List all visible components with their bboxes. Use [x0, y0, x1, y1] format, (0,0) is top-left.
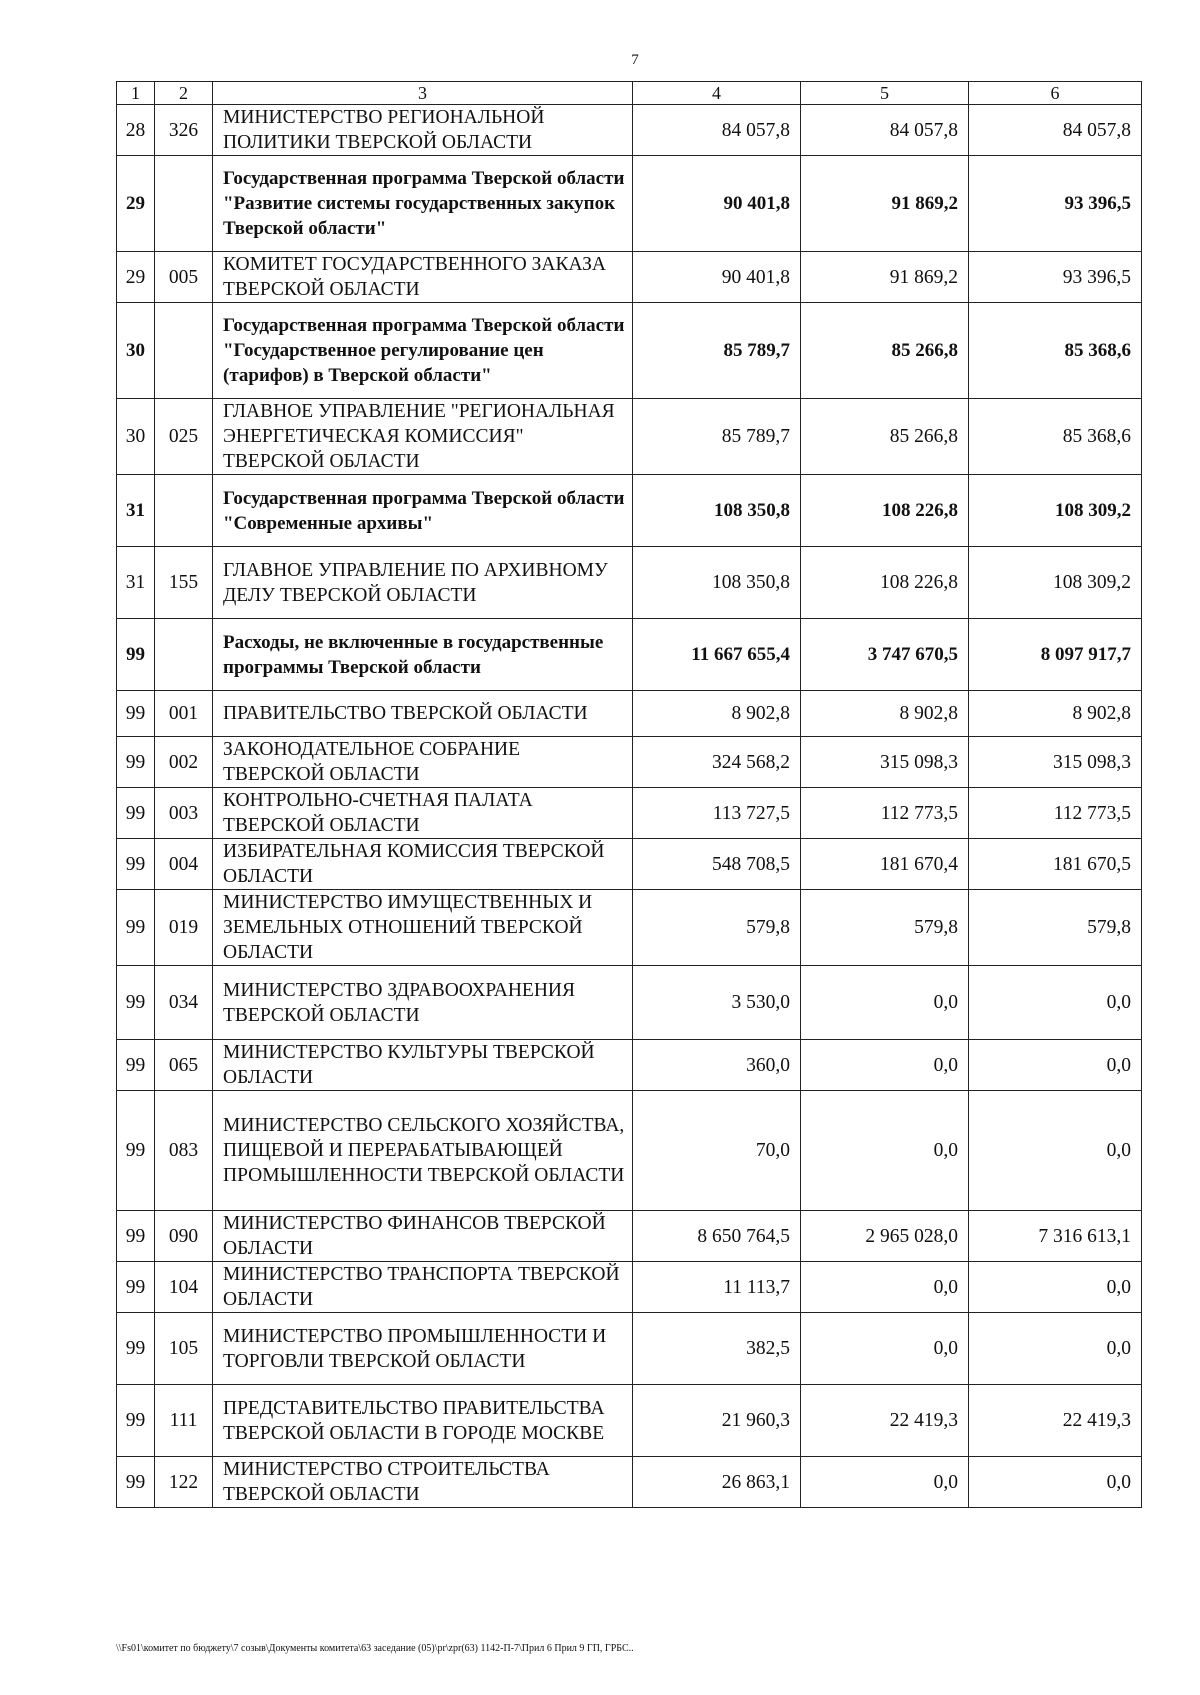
value-col-4: 548 708,5: [633, 839, 801, 890]
value-col-6: 0,0: [969, 1313, 1142, 1385]
table-row: [117, 890, 1142, 966]
value-col-4: 11 113,7: [633, 1262, 801, 1313]
row-number: 29: [117, 252, 155, 303]
row-name: МИНИСТЕРСТВО ФИНАНСОВ ТВЕРСКОЙ ОБЛАСТИ: [213, 1211, 633, 1262]
department-code: 034: [155, 966, 213, 1040]
department-code: 122: [155, 1457, 213, 1508]
column-header: 2: [155, 82, 213, 105]
row-number: 99: [117, 1457, 155, 1508]
value-col-6: 0,0: [969, 1457, 1142, 1508]
row-number: 99: [117, 691, 155, 737]
value-col-5: 2 965 028,0: [801, 1211, 969, 1262]
table-header-row: [117, 82, 1142, 105]
value-col-5: 108 226,8: [801, 547, 969, 619]
table-row: [117, 737, 1142, 788]
row-name: КОНТРОЛЬНО-СЧЕТНАЯ ПАЛАТА ТВЕРСКОЙ ОБЛАСТИ: [213, 788, 633, 839]
value-col-5: 84 057,8: [801, 105, 969, 156]
row-number: 31: [117, 547, 155, 619]
table-row: [117, 788, 1142, 839]
value-col-6: 85 368,6: [969, 399, 1142, 475]
department-code: 105: [155, 1313, 213, 1385]
department-code: 001: [155, 691, 213, 737]
value-col-5: 0,0: [801, 1040, 969, 1091]
row-name: МИНИСТЕРСТВО ИМУЩЕСТВЕННЫХ И ЗЕМЕЛЬНЫХ ОТНОШЕНИЙ ТВЕРСКОЙ ОБЛАСТИ: [213, 890, 633, 966]
table-row: [117, 399, 1142, 475]
value-col-6: 112 773,5: [969, 788, 1142, 839]
value-col-4: 8 902,8: [633, 691, 801, 737]
row-name: МИНИСТЕРСТВО ПРОМЫШЛЕННОСТИ И ТОРГОВЛИ ТВЕРСКОЙ ОБЛАСТИ: [213, 1313, 633, 1385]
department-code: 090: [155, 1211, 213, 1262]
value-col-6: 93 396,5: [969, 252, 1142, 303]
table-row: [117, 1313, 1142, 1385]
value-col-4: 85 789,7: [633, 303, 801, 399]
table-row: [117, 105, 1142, 156]
table-row: [117, 619, 1142, 691]
column-header: 1: [117, 82, 155, 105]
column-header: 5: [801, 82, 969, 105]
row-name: МИНИСТЕРСТВО РЕГИОНАЛЬНОЙ ПОЛИТИКИ ТВЕРСКОЙ ОБЛАСТИ: [213, 105, 633, 156]
row-number: 99: [117, 839, 155, 890]
department-code: 155: [155, 547, 213, 619]
row-number: 30: [117, 303, 155, 399]
value-col-4: 360,0: [633, 1040, 801, 1091]
department-code: 005: [155, 252, 213, 303]
column-header: 3: [213, 82, 633, 105]
value-col-6: 8 902,8: [969, 691, 1142, 737]
row-name: Государственная программа Тверской области "Государственное регулирование цен (тарифов) в Тверской области": [213, 303, 633, 399]
row-number: 31: [117, 475, 155, 547]
value-col-5: 85 266,8: [801, 399, 969, 475]
value-col-6: 7 316 613,1: [969, 1211, 1142, 1262]
department-code: 083: [155, 1091, 213, 1211]
value-col-4: 90 401,8: [633, 156, 801, 252]
row-number: 99: [117, 737, 155, 788]
table-row: [117, 1211, 1142, 1262]
row-number: 99: [117, 1040, 155, 1091]
value-col-6: 108 309,2: [969, 547, 1142, 619]
row-number: 99: [117, 1313, 155, 1385]
row-number: 99: [117, 619, 155, 691]
value-col-4: 85 789,7: [633, 399, 801, 475]
value-col-4: 26 863,1: [633, 1457, 801, 1508]
value-col-6: 8 097 917,7: [969, 619, 1142, 691]
row-name: МИНИСТЕРСТВО ТРАНСПОРТА ТВЕРСКОЙ ОБЛАСТИ: [213, 1262, 633, 1313]
value-col-5: 0,0: [801, 966, 969, 1040]
value-col-5: 91 869,2: [801, 252, 969, 303]
value-col-5: 181 670,4: [801, 839, 969, 890]
value-col-6: 22 419,3: [969, 1385, 1142, 1457]
value-col-6: 0,0: [969, 1262, 1142, 1313]
department-code: [155, 619, 213, 691]
row-number: 30: [117, 399, 155, 475]
row-name: МИНИСТЕРСТВО КУЛЬТУРЫ ТВЕРСКОЙ ОБЛАСТИ: [213, 1040, 633, 1091]
column-header: 4: [633, 82, 801, 105]
department-code: 104: [155, 1262, 213, 1313]
row-name: МИНИСТЕРСТВО СТРОИТЕЛЬСТВА ТВЕРСКОЙ ОБЛАСТИ: [213, 1457, 633, 1508]
table-row: [117, 1091, 1142, 1211]
department-code: 019: [155, 890, 213, 966]
table-body: [117, 82, 1142, 1508]
table-row: [117, 966, 1142, 1040]
row-name: ГЛАВНОЕ УПРАВЛЕНИЕ ПО АРХИВНОМУ ДЕЛУ ТВЕРСКОЙ ОБЛАСТИ: [213, 547, 633, 619]
footer-file-path: \\Fs01\комитет по бюджету\7 созыв\Документы комитета\63 заседание (05)\pr\zpr(63) 1142-П-7\Прил 6 Прил 9 ГП, ГРБС..: [116, 1643, 634, 1654]
row-number: 99: [117, 1091, 155, 1211]
row-number: 99: [117, 1211, 155, 1262]
table-row: [117, 547, 1142, 619]
table-row: [117, 1385, 1142, 1457]
value-col-6: 181 670,5: [969, 839, 1142, 890]
value-col-6: 315 098,3: [969, 737, 1142, 788]
table-row: [117, 156, 1142, 252]
department-code: 003: [155, 788, 213, 839]
department-code: 326: [155, 105, 213, 156]
value-col-5: 112 773,5: [801, 788, 969, 839]
value-col-4: 3 530,0: [633, 966, 801, 1040]
value-col-4: 382,5: [633, 1313, 801, 1385]
value-col-5: 315 098,3: [801, 737, 969, 788]
value-col-6: 85 368,6: [969, 303, 1142, 399]
row-number: 99: [117, 890, 155, 966]
row-name: Расходы, не включенные в государственные программы Тверской области: [213, 619, 633, 691]
row-name: Государственная программа Тверской области "Современные архивы": [213, 475, 633, 547]
value-col-4: 21 960,3: [633, 1385, 801, 1457]
value-col-4: 84 057,8: [633, 105, 801, 156]
department-code: 002: [155, 737, 213, 788]
value-col-5: 579,8: [801, 890, 969, 966]
row-number: 28: [117, 105, 155, 156]
table-row: [117, 252, 1142, 303]
row-number: 99: [117, 1385, 155, 1457]
value-col-4: 70,0: [633, 1091, 801, 1211]
value-col-5: 22 419,3: [801, 1385, 969, 1457]
table-row: [117, 691, 1142, 737]
value-col-5: 3 747 670,5: [801, 619, 969, 691]
value-col-6: 0,0: [969, 1091, 1142, 1211]
row-name: ПРЕДСТАВИТЕЛЬСТВО ПРАВИТЕЛЬСТВА ТВЕРСКОЙ ОБЛАСТИ В ГОРОДЕ МОСКВЕ: [213, 1385, 633, 1457]
value-col-4: 579,8: [633, 890, 801, 966]
value-col-6: 0,0: [969, 1040, 1142, 1091]
value-col-4: 324 568,2: [633, 737, 801, 788]
value-col-5: 85 266,8: [801, 303, 969, 399]
row-name: ГЛАВНОЕ УПРАВЛЕНИЕ "РЕГИОНАЛЬНАЯ ЭНЕРГЕТИЧЕСКАЯ КОМИССИЯ" ТВЕРСКОЙ ОБЛАСТИ: [213, 399, 633, 475]
table-row: [117, 475, 1142, 547]
row-name: ИЗБИРАТЕЛЬНАЯ КОМИССИЯ ТВЕРСКОЙ ОБЛАСТИ: [213, 839, 633, 890]
value-col-6: 93 396,5: [969, 156, 1142, 252]
row-number: 99: [117, 788, 155, 839]
table-row: [117, 839, 1142, 890]
value-col-5: 91 869,2: [801, 156, 969, 252]
table-row: [117, 303, 1142, 399]
row-number: 99: [117, 966, 155, 1040]
table-row: [117, 1457, 1142, 1508]
value-col-4: 11 667 655,4: [633, 619, 801, 691]
department-code: 065: [155, 1040, 213, 1091]
department-code: [155, 303, 213, 399]
department-code: 004: [155, 839, 213, 890]
value-col-6: 579,8: [969, 890, 1142, 966]
value-col-4: 90 401,8: [633, 252, 801, 303]
row-name: ЗАКОНОДАТЕЛЬНОЕ СОБРАНИЕ ТВЕРСКОЙ ОБЛАСТИ: [213, 737, 633, 788]
row-number: 29: [117, 156, 155, 252]
value-col-4: 113 727,5: [633, 788, 801, 839]
table-row: [117, 1040, 1142, 1091]
department-code: 111: [155, 1385, 213, 1457]
row-name: КОМИТЕТ ГОСУДАРСТВЕННОГО ЗАКАЗА ТВЕРСКОЙ ОБЛАСТИ: [213, 252, 633, 303]
row-name: МИНИСТЕРСТВО ЗДРАВООХРАНЕНИЯ ТВЕРСКОЙ ОБЛАСТИ: [213, 966, 633, 1040]
row-name: МИНИСТЕРСТВО СЕЛЬСКОГО ХОЗЯЙСТВА, ПИЩЕВОЙ И ПЕРЕРАБАТЫВАЮЩЕЙ ПРОМЫШЛЕННОСТИ ТВЕРСКОЙ ОБЛАСТИ: [213, 1091, 633, 1211]
department-code: 025: [155, 399, 213, 475]
row-number: 99: [117, 1262, 155, 1313]
value-col-5: 0,0: [801, 1313, 969, 1385]
value-col-5: 0,0: [801, 1457, 969, 1508]
table-row: [117, 1262, 1142, 1313]
budget-table: [116, 81, 1142, 1508]
row-name: Государственная программа Тверской области "Развитие системы государственных закупок Тверской области": [213, 156, 633, 252]
department-code: [155, 156, 213, 252]
value-col-5: 8 902,8: [801, 691, 969, 737]
value-col-4: 108 350,8: [633, 475, 801, 547]
value-col-5: 0,0: [801, 1262, 969, 1313]
page-number: 7: [631, 52, 639, 68]
row-name: ПРАВИТЕЛЬСТВО ТВЕРСКОЙ ОБЛАСТИ: [213, 691, 633, 737]
value-col-6: 84 057,8: [969, 105, 1142, 156]
value-col-5: 108 226,8: [801, 475, 969, 547]
column-header: 6: [969, 82, 1142, 105]
value-col-4: 8 650 764,5: [633, 1211, 801, 1262]
department-code: [155, 475, 213, 547]
value-col-6: 0,0: [969, 966, 1142, 1040]
value-col-5: 0,0: [801, 1091, 969, 1211]
value-col-4: 108 350,8: [633, 547, 801, 619]
value-col-6: 108 309,2: [969, 475, 1142, 547]
